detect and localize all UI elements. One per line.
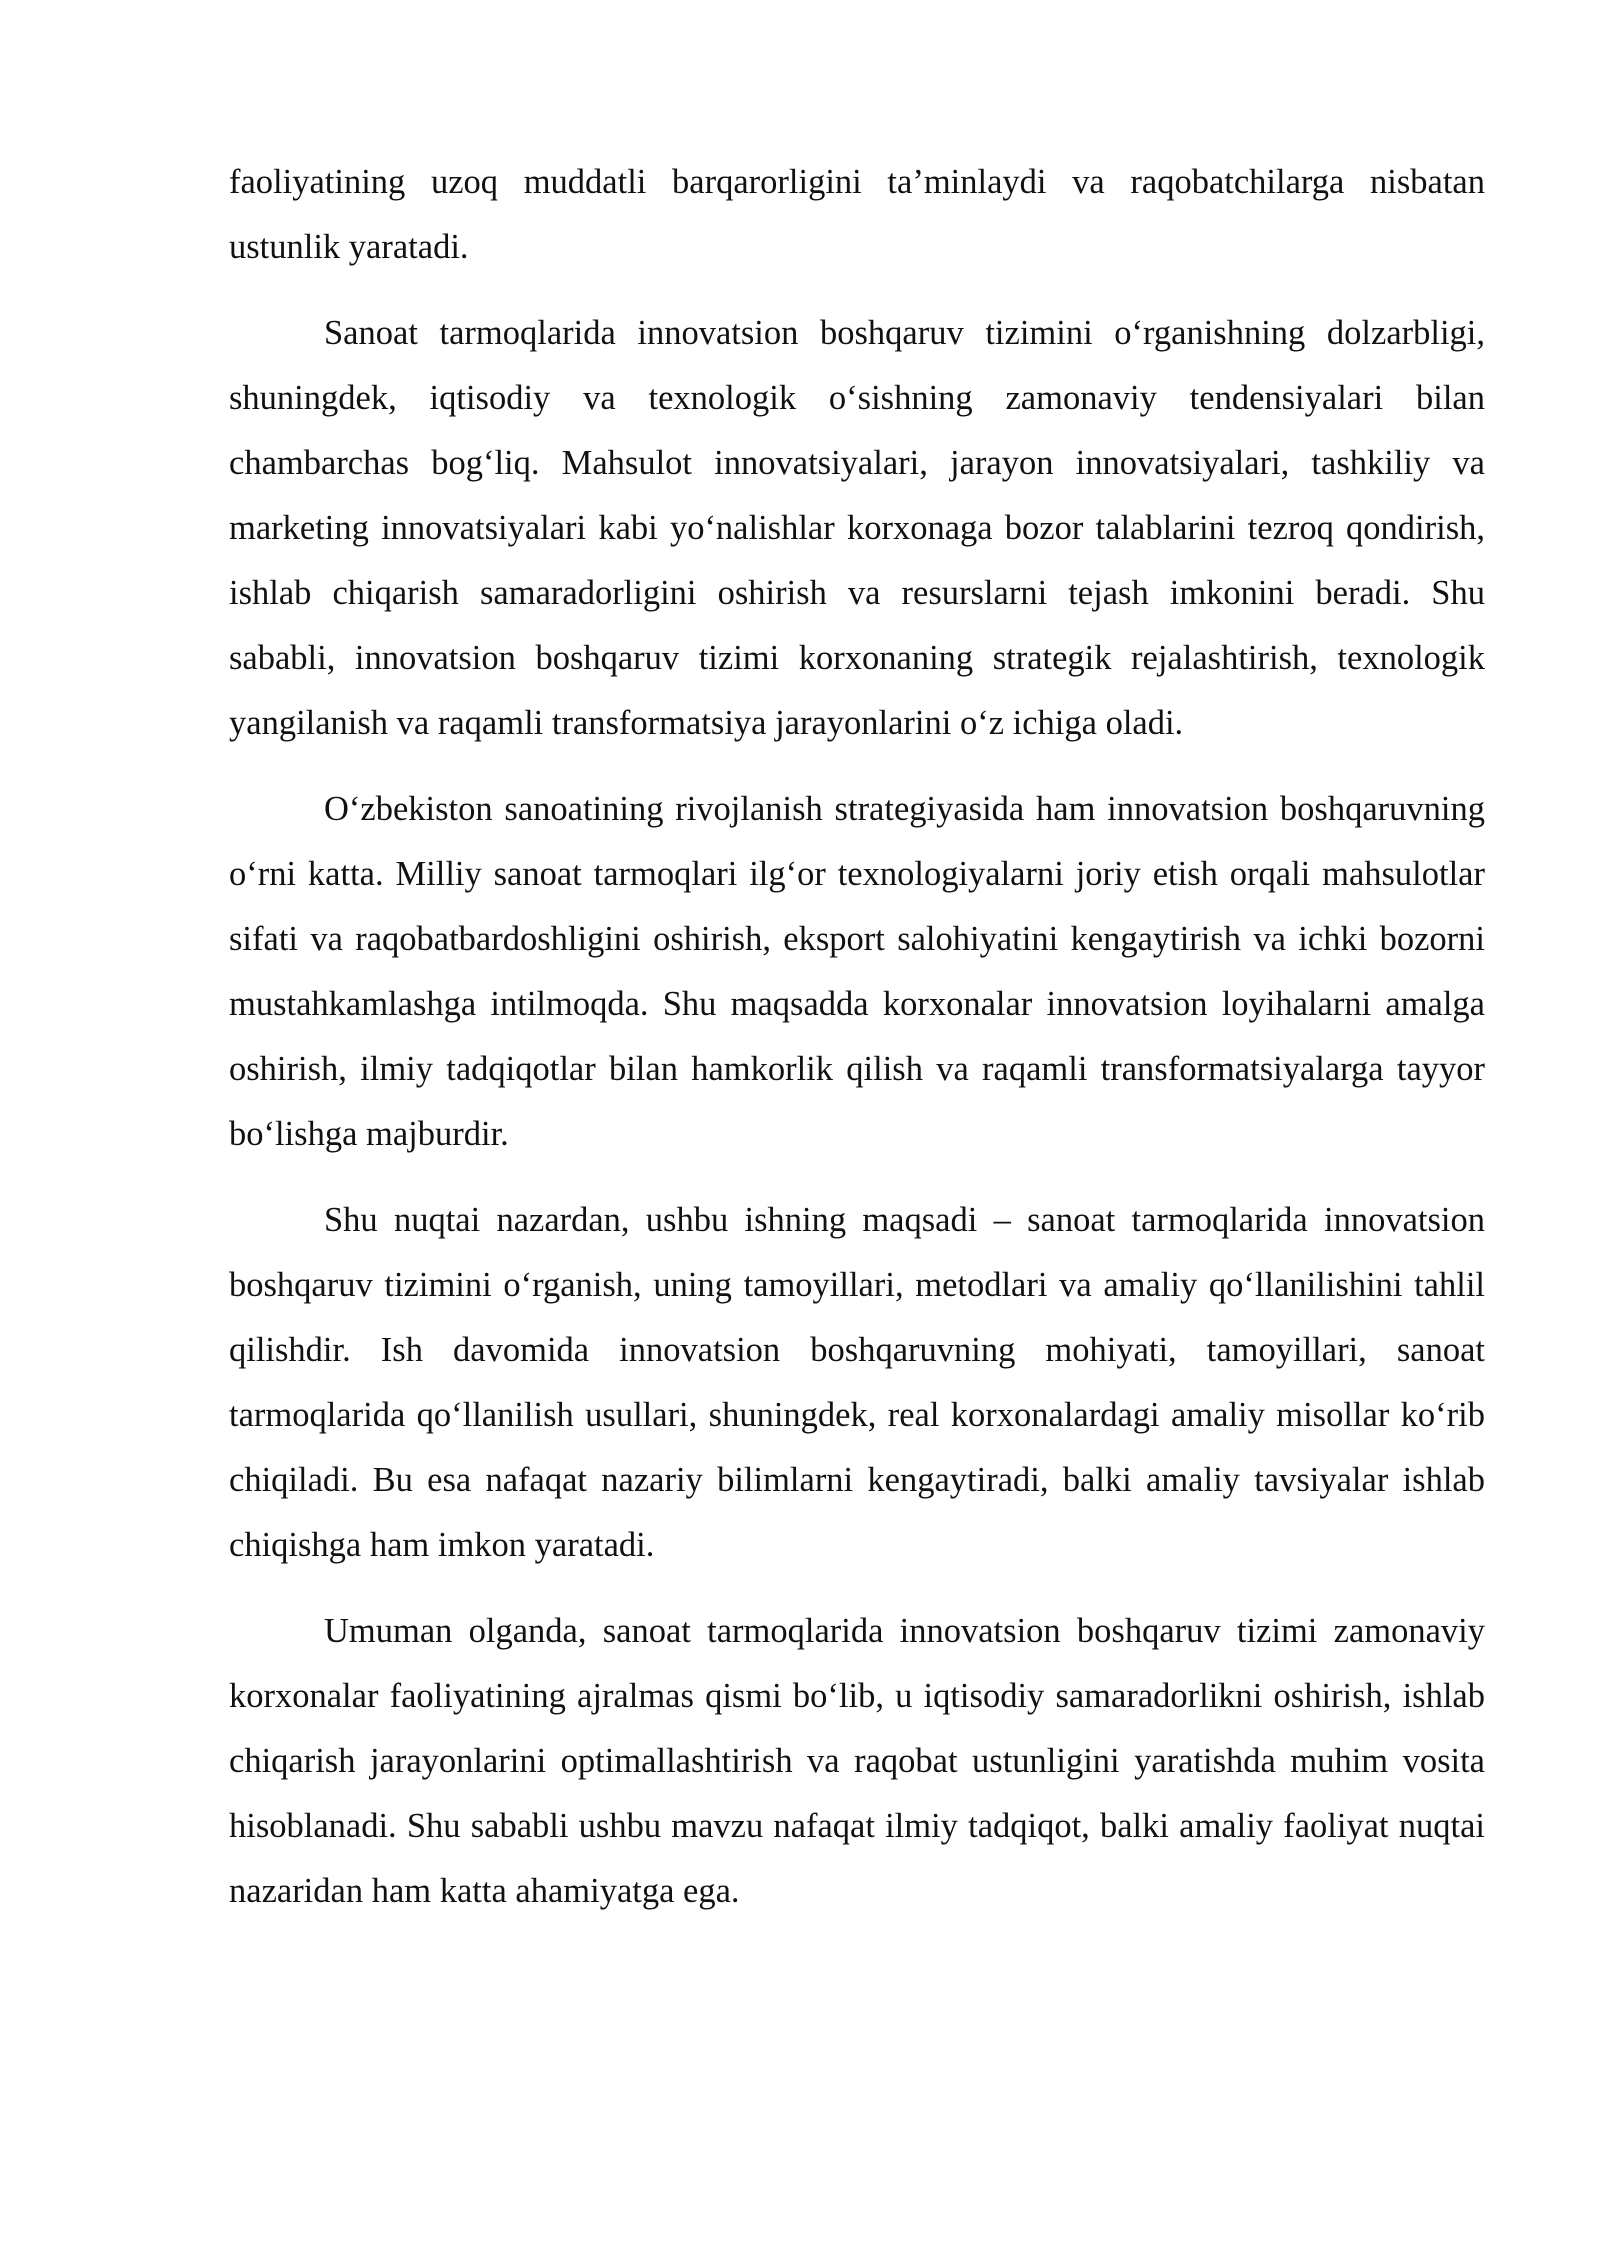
paragraph-conclusion: Umuman olganda, sanoat tarmoqlarida innovatsion boshqaruv tizimi zamonaviy korxonalar faoliyatining ajralmas qismi bo‘lib, u iqtisodiy samaradorlikni oshirish, ishlab chiqarish jarayonlarini optimallashtirish va raqobat ustunligini yaratishda muhim vosita hisoblanadi. Shu sababli ushbu mavzu nafaqat ilmiy tadqiqot, balki amaliy faoliyat nuqtai nazaridan ham katta ahamiyatga ega.: [229, 1612, 1485, 1910]
paragraph-uzbekistan-strategy: O‘zbekiston sanoatining rivojlanish strategiyasida ham innovatsion boshqaruvning o‘rni katta. Milliy sanoat tarmoqlari ilg‘or texnologiyalarni joriy etish orqali mahsulotlar sifati va raqobatbardoshligini oshirish, eksport salohiyatini kengaytirish va ichki bozorni mustahkamlashga intilmoqda. Shu maqsadda korxonalar innovatsion loyihalarni amalga oshirish, ilmiy tadqiqotlar bilan hamkorlik qilish va raqamli transformatsiyalarga tayyor bo‘lishga majburdir.: [229, 790, 1485, 1153]
paragraph-work-goal: Shu nuqtai nazardan, ushbu ishning maqsadi – sanoat tarmoqlarida innovatsion boshqaruv tizimini o‘rganish, uning tamoyillari, metodlari va amaliy qo‘llanilishini tahlil qilishdir. Ish davomida innovatsion boshqaruvning mohiyati, tamoyillari, sanoat tarmoqlarida qo‘llanilish usullari, shuningdek, real korxonalardagi amaliy misollar ko‘rib chiqiladi. Bu esa nafaqat nazariy bilimlarni kengaytiradi, balki amaliy tavsiyalar ishlab chiqishga ham imkon yaratadi.: [229, 1201, 1485, 1564]
body-text: [229, 150, 1485, 1924]
paragraph-relevance: Sanoat tarmoqlarida innovatsion boshqaruv tizimini o‘rganishning dolzarbligi, shuningdek, iqtisodiy va texnologik o‘sishning zamonaviy tendensiyalari bilan chambarchas bog‘liq. Mahsulot innovatsiyalari, jarayon innovatsiyalari, tashkiliy va marketing innovatsiyalari kabi yo‘nalishlar korxonaga bozor talablarini tezroq qondirish, ishlab chiqarish samaradorligini oshirish va resurslarni tejash imkonini beradi. Shu sababli, innovatsion boshqaruv tizimi korxonaning strategik rejalashtirish, texnologik yangilanish va raqamli transformatsiya jarayonlarini o‘z ichiga oladi.: [229, 314, 1485, 742]
paragraph-continuation: faoliyatining uzoq muddatli barqarorligini ta’minlaydi va raqobatchilarga nisbatan ustunlik yaratadi.: [229, 163, 1485, 266]
